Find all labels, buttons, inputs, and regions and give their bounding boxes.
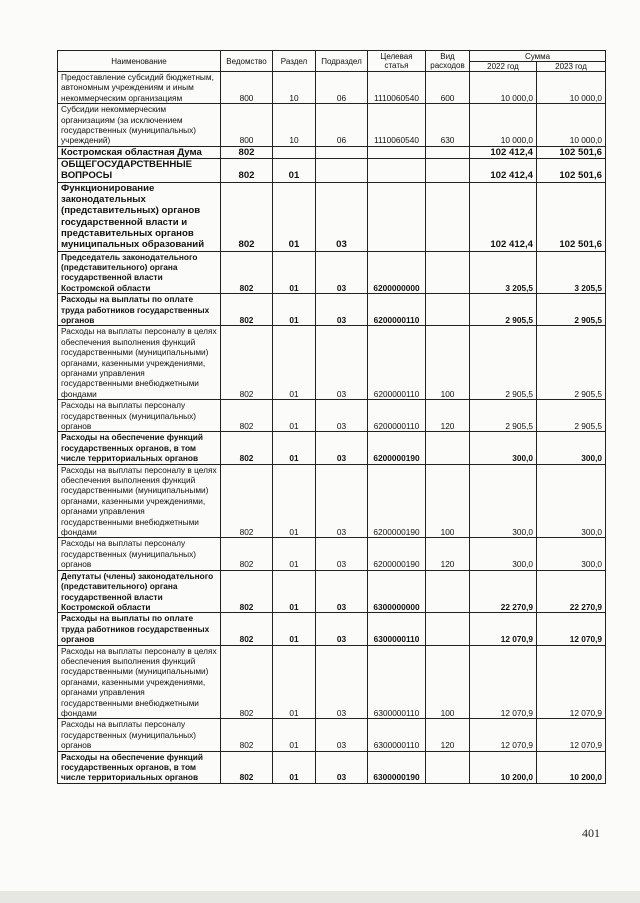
cell-target-article: 6300000190 xyxy=(368,751,426,783)
cell-target-article xyxy=(368,146,426,158)
table-row xyxy=(58,751,606,783)
cell-sum-2022: 10 200,0 xyxy=(470,751,537,783)
cell-expense-type: 100 xyxy=(426,645,470,719)
cell-expense-type xyxy=(426,182,470,251)
cell-razdel: 01 xyxy=(273,719,316,751)
table-row xyxy=(58,570,606,613)
cell-name: Расходы на выплаты персоналу государственных (муниципальных) органов xyxy=(58,719,221,751)
cell-vedomstvo: 802 xyxy=(221,432,273,464)
table-row xyxy=(58,538,606,570)
cell-name: Костромская областная Дума xyxy=(58,146,221,158)
cell-name: Расходы на выплаты персоналу государственных (муниципальных) органов xyxy=(58,400,221,432)
cell-target-article: 6200000190 xyxy=(368,464,426,538)
table-row xyxy=(58,400,606,432)
cell-name: Предоставление субсидий бюджетным, автономным учреждениям и иным некоммерческим организациям xyxy=(58,72,221,104)
cell-name: Расходы на выплаты персоналу государственных (муниципальных) органов xyxy=(58,538,221,570)
table-row xyxy=(58,432,606,464)
cell-razdel: 01 xyxy=(273,751,316,783)
cell-expense-type xyxy=(426,294,470,326)
cell-target-article: 6200000110 xyxy=(368,294,426,326)
cell-target-article xyxy=(368,159,426,183)
table-row xyxy=(58,104,606,147)
cell-razdel: 01 xyxy=(273,645,316,719)
page-number: 401 xyxy=(582,826,600,840)
cell-sum-2023: 22 270,9 xyxy=(537,570,606,613)
cell-target-article: 6200000000 xyxy=(368,251,426,294)
cell-sum-2022: 22 270,9 xyxy=(470,570,537,613)
cell-vedomstvo: 800 xyxy=(221,104,273,147)
cell-sum-2022: 300,0 xyxy=(470,538,537,570)
cell-sum-2022: 10 000,0 xyxy=(470,104,537,147)
cell-sum-2022: 2 905,5 xyxy=(470,294,537,326)
table-row xyxy=(58,294,606,326)
cell-sum-2023: 102 501,6 xyxy=(537,182,606,251)
cell-sum-2022: 300,0 xyxy=(470,464,537,538)
header-podrazdel: Подраздел xyxy=(316,51,368,72)
cell-name: Расходы на выплаты персоналу в целях обеспечения выполнения функций государственными (муниципальными) органами, казенными учреждениями, органами управления государственными внебюджетными фондами xyxy=(58,326,221,400)
cell-target-article: 6200000190 xyxy=(368,432,426,464)
cell-sum-2022: 12 070,9 xyxy=(470,719,537,751)
cell-podrazdel: 03 xyxy=(316,613,368,645)
cell-razdel: 10 xyxy=(273,104,316,147)
cell-expense-type xyxy=(426,751,470,783)
cell-podrazdel: 03 xyxy=(316,294,368,326)
cell-podrazdel: 03 xyxy=(316,570,368,613)
cell-vedomstvo: 802 xyxy=(221,159,273,183)
cell-sum-2022: 3 205,5 xyxy=(470,251,537,294)
cell-name: ОБЩЕГОСУДАРСТВЕННЫЕ ВОПРОСЫ xyxy=(58,159,221,183)
cell-sum-2022: 2 905,5 xyxy=(470,326,537,400)
cell-expense-type: 120 xyxy=(426,538,470,570)
cell-sum-2023: 2 905,5 xyxy=(537,326,606,400)
cell-expense-type xyxy=(426,613,470,645)
cell-razdel: 01 xyxy=(273,182,316,251)
cell-vedomstvo: 802 xyxy=(221,146,273,158)
cell-razdel: 01 xyxy=(273,538,316,570)
cell-name: Расходы на выплаты персоналу в целях обеспечения выполнения функций государственными (муниципальными) органами, казенными учреждениями, органами управления государственными внебюджетными фондами xyxy=(58,464,221,538)
cell-vedomstvo: 802 xyxy=(221,294,273,326)
cell-vedomstvo: 802 xyxy=(221,719,273,751)
cell-podrazdel: 03 xyxy=(316,464,368,538)
cell-podrazdel: 03 xyxy=(316,432,368,464)
cell-podrazdel: 03 xyxy=(316,182,368,251)
cell-podrazdel: 03 xyxy=(316,326,368,400)
cell-name: Расходы на выплаты персоналу в целях обеспечения выполнения функций государственными (муниципальными) органами, казенными учреждениями, органами управления государственными внебюджетными фондами xyxy=(58,645,221,719)
cell-expense-type xyxy=(426,570,470,613)
cell-name: Функционирование законодательных (представительных) органов государственной власти и представительных органов муниципальных образований xyxy=(58,182,221,251)
cell-podrazdel: 03 xyxy=(316,538,368,570)
scan-edge xyxy=(0,891,640,903)
cell-podrazdel: 03 xyxy=(316,400,368,432)
cell-podrazdel: 03 xyxy=(316,645,368,719)
cell-razdel: 01 xyxy=(273,570,316,613)
cell-podrazdel: 06 xyxy=(316,104,368,147)
table-row xyxy=(58,645,606,719)
budget-table xyxy=(57,50,606,784)
table-row xyxy=(58,182,606,251)
cell-target-article xyxy=(368,182,426,251)
cell-target-article: 6200000110 xyxy=(368,400,426,432)
table-body xyxy=(58,72,606,784)
cell-vedomstvo: 802 xyxy=(221,326,273,400)
header-target-article: Целевая статья xyxy=(368,51,426,72)
cell-podrazdel: 03 xyxy=(316,251,368,294)
table-row xyxy=(58,613,606,645)
cell-sum-2023: 10 000,0 xyxy=(537,72,606,104)
cell-sum-2022: 102 412,4 xyxy=(470,159,537,183)
cell-sum-2023: 102 501,6 xyxy=(537,146,606,158)
table-row xyxy=(58,159,606,183)
cell-razdel: 01 xyxy=(273,613,316,645)
cell-podrazdel xyxy=(316,146,368,158)
cell-razdel: 01 xyxy=(273,159,316,183)
cell-sum-2023: 2 905,5 xyxy=(537,294,606,326)
cell-expense-type xyxy=(426,146,470,158)
table-row xyxy=(58,146,606,158)
cell-vedomstvo: 800 xyxy=(221,72,273,104)
table-row xyxy=(58,464,606,538)
cell-expense-type: 100 xyxy=(426,326,470,400)
cell-target-article: 6300000110 xyxy=(368,645,426,719)
cell-vedomstvo: 802 xyxy=(221,251,273,294)
table-row xyxy=(58,326,606,400)
table-row xyxy=(58,251,606,294)
cell-name: Председатель законодательного (представительного) органа государственной власти Костромской области xyxy=(58,251,221,294)
cell-expense-type xyxy=(426,251,470,294)
cell-razdel: 01 xyxy=(273,432,316,464)
cell-sum-2022: 102 412,4 xyxy=(470,182,537,251)
cell-expense-type: 630 xyxy=(426,104,470,147)
cell-expense-type: 600 xyxy=(426,72,470,104)
cell-vedomstvo: 802 xyxy=(221,570,273,613)
table-row xyxy=(58,719,606,751)
cell-name: Расходы на обеспечение функций государственных органов, в том числе территориальных органов xyxy=(58,432,221,464)
header-vedomstvo: Ведомство xyxy=(221,51,273,72)
header-year-2023: 2023 год xyxy=(537,62,606,72)
cell-name: Депутаты (члены) законодательного (представительного) органа государственной власти Костромской области xyxy=(58,570,221,613)
cell-target-article: 6200000110 xyxy=(368,326,426,400)
cell-sum-2023: 10 200,0 xyxy=(537,751,606,783)
cell-expense-type: 100 xyxy=(426,464,470,538)
cell-sum-2023: 102 501,6 xyxy=(537,159,606,183)
cell-razdel: 01 xyxy=(273,464,316,538)
cell-sum-2022: 102 412,4 xyxy=(470,146,537,158)
cell-name: Расходы на выплаты по оплате труда работников государственных органов xyxy=(58,294,221,326)
cell-expense-type: 120 xyxy=(426,719,470,751)
cell-vedomstvo: 802 xyxy=(221,613,273,645)
cell-target-article: 6300000110 xyxy=(368,719,426,751)
cell-sum-2023: 12 070,9 xyxy=(537,613,606,645)
cell-vedomstvo: 802 xyxy=(221,464,273,538)
cell-target-article: 6300000000 xyxy=(368,570,426,613)
cell-sum-2022: 300,0 xyxy=(470,432,537,464)
cell-vedomstvo: 802 xyxy=(221,538,273,570)
cell-target-article: 6200000190 xyxy=(368,538,426,570)
cell-sum-2023: 300,0 xyxy=(537,464,606,538)
cell-expense-type: 120 xyxy=(426,400,470,432)
cell-podrazdel: 03 xyxy=(316,719,368,751)
cell-sum-2022: 10 000,0 xyxy=(470,72,537,104)
cell-target-article: 1110060540 xyxy=(368,104,426,147)
cell-sum-2023: 300,0 xyxy=(537,538,606,570)
header-razdel: Раздел xyxy=(273,51,316,72)
cell-sum-2022: 12 070,9 xyxy=(470,645,537,719)
cell-sum-2022: 12 070,9 xyxy=(470,613,537,645)
cell-podrazdel: 06 xyxy=(316,72,368,104)
cell-razdel: 01 xyxy=(273,400,316,432)
cell-razdel: 10 xyxy=(273,72,316,104)
cell-vedomstvo: 802 xyxy=(221,751,273,783)
cell-name: Расходы на выплаты по оплате труда работников государственных органов xyxy=(58,613,221,645)
cell-razdel xyxy=(273,146,316,158)
cell-sum-2023: 10 000,0 xyxy=(537,104,606,147)
cell-vedomstvo: 802 xyxy=(221,645,273,719)
header-expense-type: Вид расходов xyxy=(426,51,470,72)
cell-sum-2023: 300,0 xyxy=(537,432,606,464)
header-year-2022: 2022 год xyxy=(470,62,537,72)
cell-target-article: 1110060540 xyxy=(368,72,426,104)
cell-name: Расходы на обеспечение функций государственных органов, в том числе территориальных органов xyxy=(58,751,221,783)
cell-razdel: 01 xyxy=(273,294,316,326)
cell-sum-2022: 2 905,5 xyxy=(470,400,537,432)
cell-vedomstvo: 802 xyxy=(221,182,273,251)
header-sum: Сумма xyxy=(470,51,606,62)
cell-sum-2023: 2 905,5 xyxy=(537,400,606,432)
cell-expense-type xyxy=(426,159,470,183)
cell-vedomstvo: 802 xyxy=(221,400,273,432)
cell-podrazdel xyxy=(316,159,368,183)
cell-sum-2023: 12 070,9 xyxy=(537,719,606,751)
cell-podrazdel: 03 xyxy=(316,751,368,783)
header-name: Наименование xyxy=(58,51,221,72)
cell-target-article: 6300000110 xyxy=(368,613,426,645)
cell-name: Субсидии некоммерческим организациям (за исключением государственных (муниципальных) учреждений) xyxy=(58,104,221,147)
cell-sum-2023: 3 205,5 xyxy=(537,251,606,294)
cell-expense-type xyxy=(426,432,470,464)
cell-razdel: 01 xyxy=(273,251,316,294)
cell-sum-2023: 12 070,9 xyxy=(537,645,606,719)
cell-razdel: 01 xyxy=(273,326,316,400)
table-row xyxy=(58,72,606,104)
